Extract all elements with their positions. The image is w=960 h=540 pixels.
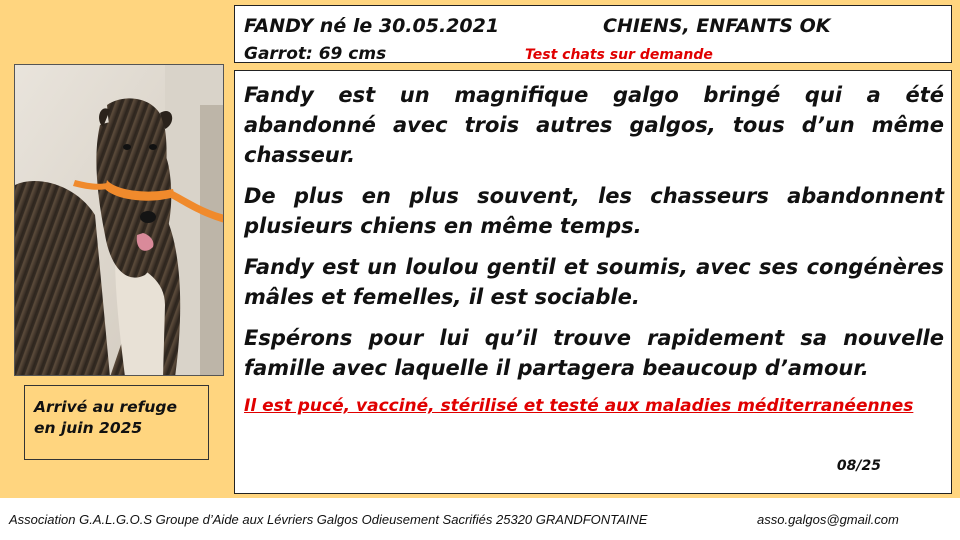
- description-paragraph-2: De plus en plus souvent, les chasseurs abandonnent plusieurs chiens en même temps.: [244, 184, 944, 238]
- reference-code: 08/25: [836, 458, 881, 474]
- garrot-text: Garrot: 69 cms: [244, 44, 387, 64]
- compatibility-text: CHIENS, ENFANTS OK: [603, 15, 831, 37]
- description-paragraph-4: Espérons pour lui qu’il trouve rapidement sa nouvelle famille avec laquelle il partagera beaucoup d’amour.: [244, 326, 944, 380]
- dog-photo: [14, 64, 224, 376]
- description-box: [234, 70, 952, 494]
- arrival-line2: en juin 2025: [34, 419, 143, 437]
- description-paragraph-3: Fandy est un loulou gentil et soumis, avec ses congénères mâles et femelles, il est sociable.: [244, 255, 944, 309]
- header-box: [234, 5, 952, 63]
- description-paragraph-1: Fandy est un magnifique galgo bringé qui a été abandonné avec trois autres galgos, tous d’un même chasseur.: [244, 83, 944, 167]
- medical-status-text: Il est pucé, vacciné, stérilisé et testé aux maladies méditerranéennes: [244, 396, 914, 416]
- arrival-box: [24, 385, 209, 460]
- dog-name-birth: FANDY né le 30.05.2021: [244, 15, 500, 37]
- cats-test-text: Test chats sur demande: [525, 47, 713, 63]
- association-info: Association G.A.L.G.O.S Groupe d’Aide aux Lévriers Galgos Odieusement Sacrifiés 25320 GRANDFONTAINE: [9, 512, 648, 527]
- footer: [9, 512, 899, 527]
- arrival-line1: Arrivé au refuge: [34, 398, 178, 416]
- association-email: asso.galgos@gmail.com: [757, 512, 899, 527]
